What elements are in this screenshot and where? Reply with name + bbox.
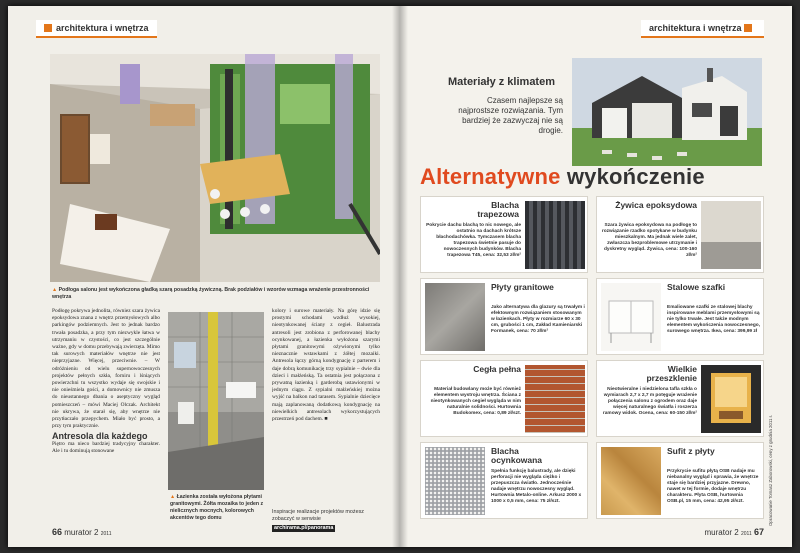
right-folio: [705, 527, 764, 537]
left-section-tag: [36, 20, 157, 38]
tile-name-2: Płyty granitowe: [491, 282, 554, 292]
tile-name-1: Żywica epoksydowa: [615, 200, 697, 210]
steel-cabinets-image: [601, 283, 661, 351]
tile-desc-3: Emaliowane szafki ze stalowej blachy inspirowane meblami przemysłowymi są nie tylko trwałe. Jest także modnym elementem wykończenia nowoczesnego, surowego wnętrza. Ikea, cena: 399,99 zł: [667, 305, 761, 334]
tile-galvanized-sheet: [420, 442, 588, 519]
tag-square-icon: [44, 24, 52, 32]
right-page-number: 67: [753, 527, 764, 537]
tile-osb-ceiling: [596, 442, 764, 519]
cabinet-illustration: [601, 283, 661, 351]
right-folio-year: 2011: [740, 531, 752, 537]
spread-gutter: [392, 6, 408, 547]
col1-subhead: Antresola dla każdego: [52, 431, 148, 442]
right-section-tag-label: architektura i wnętrza: [648, 23, 742, 33]
bathroom-illustration: [168, 312, 264, 490]
credit-line: Opracowanie Tomasz Zaborowski, ceny z grudnia 2011 r.: [768, 414, 773, 526]
right-folio-magazine: murator 2: [704, 528, 739, 537]
col1-text: Podłogę pokrywa jednolita, równiez szara żywica epoksydowa znana z wnętrz przemysłowych albo parkingów podziemnych. Jest to jednak bardzo trwała posadzka, a przy tym niezwykle łatwa w utrzymaniu w czystości, co jest szczególnie ważne, gdy w domu przebywają zwierzęta. Mimo tak surowych materiałów wnętrze nie jest nieprzyjazne. Więcej, przeciwnie. – W odróżnieniu od wielu supernowoczesnych projektów pełnych szkła, forniru i lśniących powierzchni tu wszystko wydaje się swojskie i nie onieśmiela gości, a domownicy nie zmusza do nieustannego dbania o aseptyczny wygląd pomieszczeń – mówi Maciej Olczak. Architekt nie ukrywa, że starał się, aby wnętrze nie przytłaczało przepychem. Miało być prosto, a przy tym praktycznie.: [52, 308, 160, 430]
large-glazing-image: [701, 365, 761, 433]
web-url-link[interactable]: archirama.pl/panorama: [274, 525, 334, 531]
left-folio: [52, 527, 111, 537]
materials-title: Materiały z klimatem: [448, 76, 555, 88]
magazine-spread: [8, 6, 792, 547]
tile-desc-4: Materiał budowlany może być również elementem wystroju wnętrza. Ściana z nieotynkowanych cegieł wygląda w nim naturalnie solidności. Hurtownia Budokomex, cena: 0,89 zł/szt.: [430, 387, 521, 416]
left-section-tag-label: architektura i wnętrza: [56, 23, 149, 33]
heading-part-b: wykończenie: [566, 164, 705, 189]
tile-epoxy-resin: [596, 196, 764, 273]
osb-ceiling-image: [601, 447, 661, 515]
tile-desc-6: Spełnia funkcję balustrady, ale dzięki perforacji nie wygląda ciężko i przepuszcza światło. Jednocześnie nadaje wnętrzu nowoczesny wygląd. Hurtownia Metalo-online. Arkusz 2000 x 1000 x 0,5 mm, cena: 75 zł/szt.: [491, 469, 582, 504]
right-tag-square-icon: [744, 24, 752, 32]
glazing-illustration: [701, 365, 761, 433]
tile-trapezoidal-sheet: [420, 196, 588, 273]
col1-after-text: Piętro ma nieco bardziej tradycyjny charakter. Ale i tu dominują stonowane: [52, 440, 160, 454]
left-page-number: 66: [52, 527, 63, 537]
living-room-illustration: [50, 54, 380, 282]
house-exterior-photo: [572, 58, 762, 166]
tile-name-4: Cegła pełna: [473, 364, 521, 374]
tile-desc-1: Szara żywica epoksydowa na podłogę to rozwiązanie rzadko spotykane w budynku mieszkalnym. Ma jednak wiele zalet, zwłaszcza bezproblemowe utrzymanie i dyskretny wygląd. Żywica, cena: 100-160 zł/m²: [601, 223, 697, 258]
tile-desc-2: Jako alternatywa dla glazury są trwałym i efektownym rozwiązaniem stosowanym w łazienkach. Płyty w rozmiarze 60 x 30 cm, grubości 1 cm, Zakład Kamieniarski Formanek, cena: 70 zł/m²: [491, 305, 585, 334]
caption-arrow-icon: ▲: [52, 287, 59, 293]
web-inspiration-text: Inspiracje realizacje projektów możesz zobaczyć w serwisie: [272, 509, 364, 522]
col2-text: kolory i surowe materiały. Na górę idzie się prostymi schodami wzdłuż wysokiej, nieotynkowanej ściany z cegieł. Balustrada antresoli jest zrobiona z perforowanej blachy ocynkowanej, a łazienka wyłożona szarymi płytami granitowymi ożywionymi tylko nieznacznie wstawkami z żółtej mozaiki. Antresola łączy górną kondygnację z parterem i daje dobrą komunikację trzy sypialnie – dwie dla dzieci i małżeńską. Ta ostatnia jest połączona z prywatną łazienką i garderobą ustawionymi w jednym ciągu. Z sypialni małżeńskiej można wyjść na balkon nad tarasem. Sypialnie dziecięce mają zaplanowaną dodatkową kondygnację na niewielkich antresolach wykorzystujących przestrzeń pod dachem. ■: [272, 308, 380, 423]
trapezoidal-sheet-image: [525, 201, 585, 269]
tile-large-glazing: [596, 360, 764, 437]
right-page: [400, 6, 792, 547]
materials-subtitle: Czasem najlepsze są najprostsze rozwiązania. Tym bardziej że zazwyczaj nie są drogie.: [458, 96, 563, 135]
tile-name-3: Stalowe szafki: [667, 282, 726, 292]
tile-name-6: Blacha ocynkowana: [491, 446, 543, 465]
bathroom-photo: [168, 312, 264, 490]
tile-name-0: Blacha trapezowa: [477, 200, 519, 219]
main-caption-text: Podłoga salonu jest wykończona gładką szarą posadzką żywiczną. Brak podziałów i wzorów wzmaga wrażenie przestronności wnętrza: [52, 287, 370, 300]
tile-desc-5: Nieotwieralne i niedzielona tafla szkła o wymiarach 2,7 x 2,7 m potęguje wrażenie połączenia salonu z ogrodem oraz daje więcej naturalnego światła i roszerza ramowy widok. Ocena, cena: 60-150 zł/m²: [602, 387, 697, 416]
tile-name-5: Wielkie przeszklenie: [646, 364, 697, 383]
solid-brick-image: [525, 365, 585, 433]
tile-name-7: Sufit z płyty: [667, 446, 715, 456]
body-column-2: [272, 308, 380, 504]
bathroom-caption-text: Łazienka została wyłożona płytami granitowymi. Żółta mozaika to jeden z nielicznych mocnych, kolorowych akcentów tego domu: [170, 494, 264, 521]
right-section-tag: [641, 20, 764, 38]
tile-granite-plates: [420, 278, 588, 355]
heading-part-a: Alternatywne: [420, 164, 561, 189]
left-folio-magazine: murator 2: [64, 528, 99, 537]
left-folio-year: 2011: [100, 531, 112, 537]
tile-solid-brick: [420, 360, 588, 437]
bath-caption-arrow-icon: ▲: [170, 494, 177, 500]
house-illustration: [572, 58, 762, 166]
galvanized-sheet-image: [425, 447, 485, 515]
alternative-finish-heading: [420, 164, 705, 190]
tile-steel-cabinets: [596, 278, 764, 355]
living-room-photo: [50, 54, 380, 282]
main-photo-caption: [52, 287, 380, 301]
bathroom-caption: [170, 494, 266, 522]
web-inspiration-box: [272, 509, 382, 532]
granite-plates-image: [425, 283, 485, 351]
epoxy-resin-image: [701, 201, 761, 269]
tile-desc-0: Pokrycie dachu blachą to nic nowego, ale ostatnio na dachach krótsze błachodachówka. Tymczasem blacha trapezowa świetnie pasuje do nowoczesnych budynków. Blacha trapezowa T45, cena: 32,53 zł/m²: [426, 223, 521, 258]
body-column-1: [52, 308, 160, 528]
tile-desc-7: Przykrycie sufitu płytą OSB nadaje mu niebanalny wygląd i sprawia, że wnętrze staje się bardziej przyjazne. Drewno, nawet w tej formie, dodaje wnętrzu charakteru. Płyta OSB, hurtownia OSB.pl, 15 mm, cena: 42,95 zł/szt.: [667, 469, 759, 504]
left-page: [8, 6, 400, 547]
